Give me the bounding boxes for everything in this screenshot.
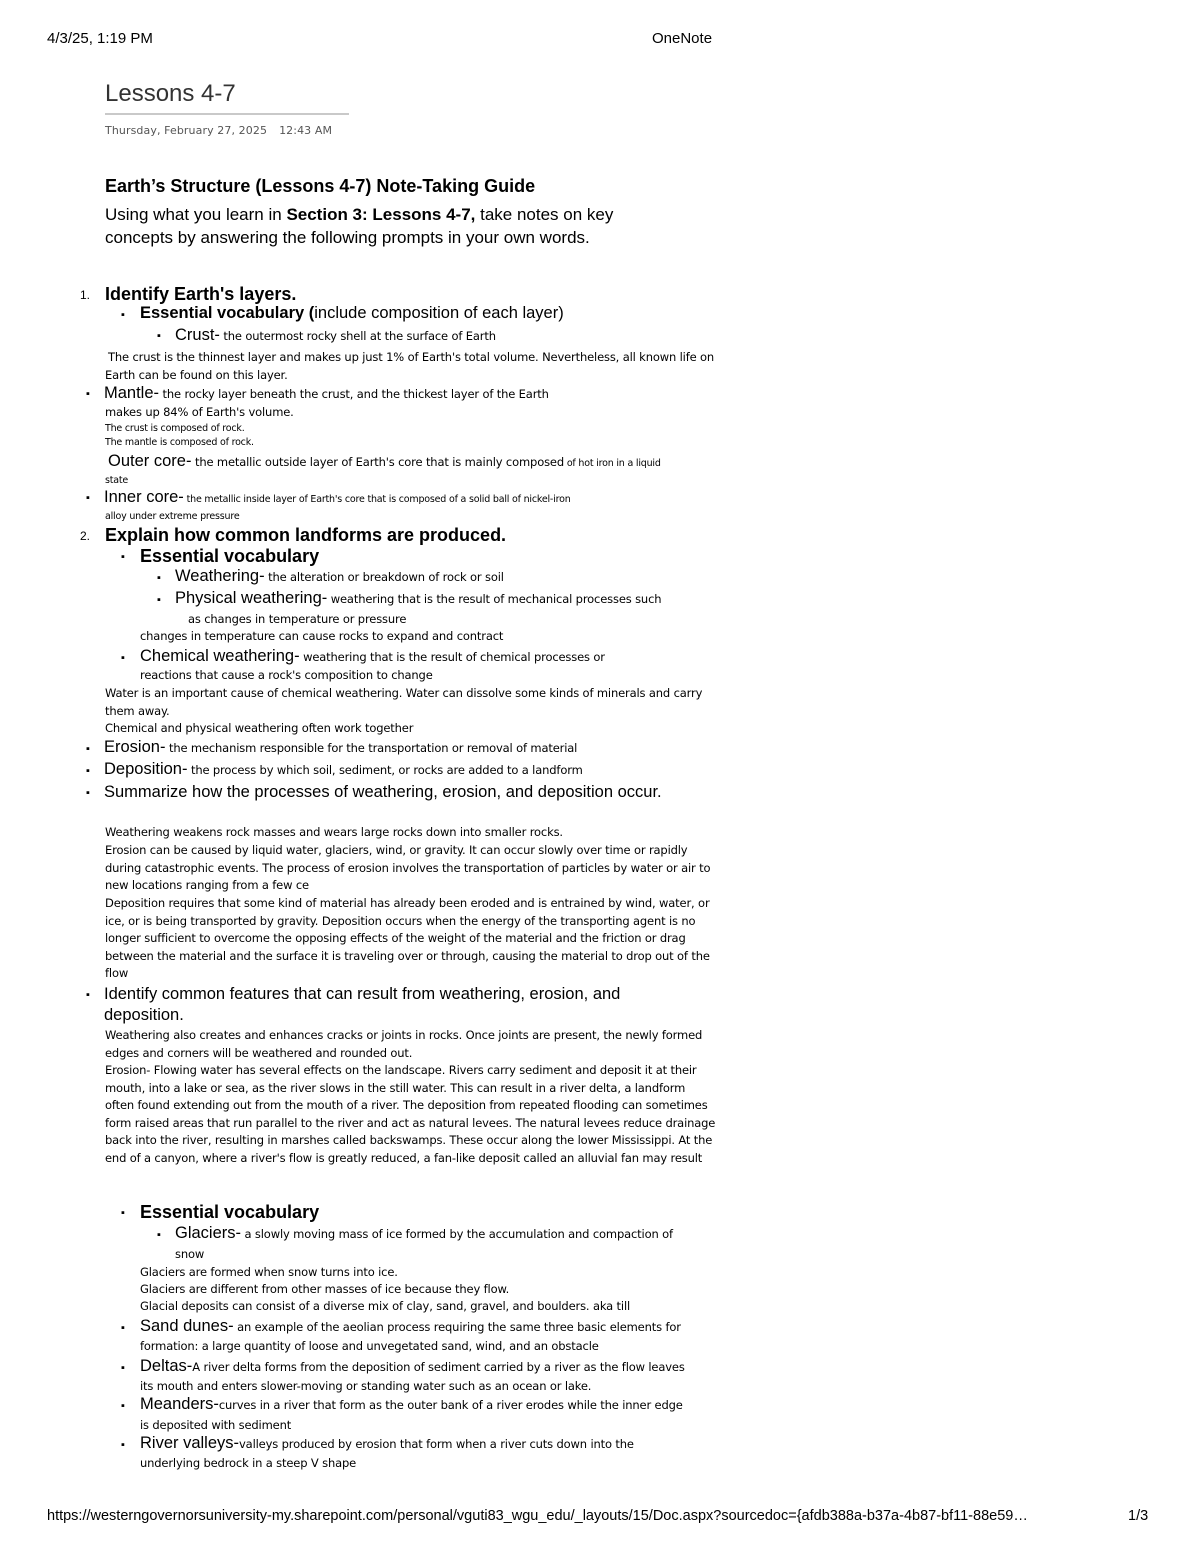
glaciers-note-2: Glaciers are different from other masses of ice because they flow. [140,1282,510,1296]
inner-core-item [104,488,571,507]
bullet-square-icon: ▪ [157,572,161,584]
erosion-item [104,738,577,757]
outer-core-definition-2: of hot iron in a liquid [564,458,661,469]
glaciers-item [175,1224,673,1243]
meanders-definition: curves in a river that form as the outer bank of a river erodes while the inner edge [218,1398,683,1412]
inner-core-definition: the metallic inside layer of Earth's core that is composed of a solid ball of nickel-iron [183,494,571,505]
sand-dunes-term: Sand dunes- [140,1317,234,1335]
physical-weathering-note: changes in temperature can cause rocks to expand and contract [140,629,504,643]
weathering-definition: the alteration or breakdown of rock or soil [264,570,504,584]
weathering-term: Weathering- [175,567,265,585]
inner-core-term: Inner core- [104,488,184,506]
mantle-definition: the rocky layer beneath the crust, and the thickest layer of the Earth [159,387,549,401]
vocab-note: include composition of each layer) [314,304,564,322]
outer-core-item [108,452,661,471]
mantle-item [104,384,549,403]
sand-dunes-definition-2: formation: a large quantity of loose and unvegetated sand, wind, and an obstacle [140,1339,599,1353]
deposition-definition: the process by which soil, sediment, or rocks are added to a landform [187,763,583,777]
chemical-weathering-definition: weathering that is the result of chemical processes or [299,650,605,664]
bullet-square-icon: ▪ [121,1400,125,1412]
bullet-square-icon: ▪ [121,652,125,664]
outer-core-term: Outer core- [108,452,192,470]
crust-item [175,326,496,345]
bullet-square-icon: ▪ [86,989,90,1001]
list-number-1: 1. [80,288,91,302]
glaciers-term: Glaciers- [175,1224,242,1242]
river-valleys-term: River valleys- [140,1434,240,1452]
section1-vocab [140,304,564,323]
physical-weathering-item [175,589,661,608]
guide-intro [105,203,665,249]
deposition-term: Deposition- [104,760,188,778]
bullet-square-icon: ▪ [121,551,125,563]
deltas-item [140,1357,685,1376]
section2-vocab-2: Essential vocabulary [140,1202,320,1222]
bullet-square-icon: ▪ [121,309,125,321]
page-date [105,124,332,137]
river-valleys-definition: valleys produced by erosion that form when a river cuts down into the [239,1437,634,1451]
chemical-weathering-item [140,647,605,666]
erosion-definition: the mechanism responsible for the transportation or removal of material [165,741,578,755]
physical-weathering-term: Physical weathering- [175,589,328,607]
together-note: Chemical and physical weathering often work together [105,721,414,735]
section2-vocab: Essential vocabulary [140,546,320,566]
deltas-definition: A river delta forms from the deposition of sediment carried by a river as the flow leaves [192,1360,685,1374]
weathering-summary: Weathering weakens rock masses and wears large rocks down into smaller rocks. [105,825,563,839]
bullet-square-icon: ▪ [86,492,90,504]
meanders-definition-2: is deposited with sediment [140,1418,292,1432]
meanders-item [140,1395,683,1414]
sand-dunes-definition: an example of the aeolian process requiring the same three basic elements for [233,1320,681,1334]
bullet-square-icon: ▪ [86,743,90,755]
deposition-item [104,760,583,779]
vocab-label: Essential vocabulary ( [140,304,315,322]
page-date-value: Thursday, February 27, 2025 [105,124,268,137]
crust-note: The crust is the thinnest layer and makes up just 1% of Earth's total volume. Nevertheless, all known life on Earth can be found on this layer. [105,350,715,382]
meanders-term: Meanders- [140,1395,219,1413]
print-app-name: OneNote [652,30,713,47]
crust-term: Crust- [175,326,220,344]
sand-dunes-item [140,1317,681,1336]
intro-text-1: Using what you learn in [105,205,287,224]
list-number-2: 2. [80,529,91,543]
glaciers-definition: a slowly moving mass of ice formed by the accumulation and compaction of [241,1227,673,1241]
physical-weathering-definition: weathering that is the result of mechanical processes such [327,592,662,606]
print-url: https://westerngovernorsuniversity-my.sharepoint.com/personal/vguti83_wgu_edu/_layouts/15/Doc.aspx?sourcedoc={afdb388a-b37a-4b87-bf11-88e59… [47,1508,1028,1524]
crust-definition: the outermost rocky shell at the surface of Earth [219,329,496,343]
mantle-composition: The mantle is composed of rock. [105,437,254,448]
features-weathering: Weathering also creates and enhances cracks or joints in rocks. Once joints are present, the newly formed edges and corners will be weathered and rounded out. [105,1028,703,1060]
river-valleys-definition-2: underlying bedrock in a steep V shape [140,1456,357,1470]
print-page-number: 1/3 [1128,1508,1149,1524]
chemical-weathering-term: Chemical weathering- [140,647,300,665]
bullet-square-icon: ▪ [121,1322,125,1334]
river-valleys-item [140,1434,634,1453]
intro-text-2: take notes on key concepts by answering the following prompts in your own words. [105,205,614,247]
deltas-term: Deltas- [140,1357,193,1375]
mantle-note: makes up 84% of Earth's volume. [105,405,294,419]
bullet-square-icon: ▪ [157,330,161,342]
deltas-definition-2: its mouth and enters slower-moving or standing water such as an ocean or lake. [140,1379,592,1393]
glaciers-note-1: Glaciers are formed when snow turns into ice. [140,1265,398,1279]
bullet-square-icon: ▪ [121,1207,125,1219]
features-erosion: Erosion- Flowing water has several effects on the landscape. Rivers carry sediment and deposit it at their mouth, into a lake or sea, as the river slows in the still water. This can result in a river delta, a landform often found extending out from the mouth of a river. The deposition from repeated flooding can sometimes form raised areas that run parallel to the river and act as natural levees. The natural levees reduce drainage back into the river, resulting in marshes called backswamps. These occur along the lower Mississippi. At the end of a canyon, where a river's flow is greatly reduced, a fan-like deposit called an alluvial fan may result [105,1063,716,1165]
crust-composition: The crust is composed of rock. [105,423,245,434]
erosion-summary: Erosion can be caused by liquid water, glaciers, wind, or gravity. It can occur slowly over time or rapidly during catastrophic events. The process of erosion involves the transportation of particles by water or air to new locations ranging from a few ce [105,843,711,893]
title-underline [105,113,349,115]
guide-heading: Earth’s Structure (Lessons 4-7) Note-Taking Guide [105,176,536,196]
water-note: Water is an important cause of chemical weathering. Water can dissolve some kinds of minerals and carry them away. [105,686,703,718]
chemical-weathering-definition-2: reactions that cause a rock's composition to change [140,668,433,682]
bullet-square-icon: ▪ [86,787,90,799]
glaciers-definition-2: snow [175,1247,205,1261]
erosion-term: Erosion- [104,738,166,756]
inner-core-definition-2: alloy under extreme pressure [105,511,240,522]
section1-heading: Identify Earth's layers. [105,284,297,304]
section2-heading: Explain how common landforms are produced. [105,525,507,545]
bullet-square-icon: ▪ [157,594,161,606]
print-timestamp: 4/3/25, 1:19 PM [47,30,153,47]
glaciers-note-3: Glacial deposits can consist of a diverse mix of clay, sand, gravel, and boulders. aka till [140,1299,631,1313]
bullet-square-icon: ▪ [86,765,90,777]
page-time-value: 12:43 AM [279,124,333,137]
weathering-item [175,567,504,586]
intro-text-bold: Section 3: Lessons 4-7, [286,205,476,224]
outer-core-definition-3: state [105,475,129,486]
deposition-summary: Deposition requires that some kind of material has already been eroded and is entrained by wind, water, or ice, or is being transported by gravity. Deposition occurs when the energy of the transporting agent is no longer sufficient to overcome the opposing effects of the weight of the material and the friction or drag between the material and the surface it is traveling over or through, causing the material to drop out of the flow [105,896,710,981]
physical-weathering-definition-2: as changes in temperature or pressure [188,612,407,626]
bullet-square-icon: ▪ [86,388,90,400]
bullet-square-icon: ▪ [121,1362,125,1374]
bullet-square-icon: ▪ [121,1439,125,1451]
bullet-square-icon: ▪ [157,1229,161,1241]
identify-prompt: Identify common features that can result from weathering, erosion, and deposition. [104,985,621,1024]
mantle-term: Mantle- [104,384,160,402]
outer-core-definition: the metallic outside layer of Earth's core that is mainly composed [191,455,564,469]
page-title: Lessons 4-7 [105,80,236,107]
summarize-prompt: Summarize how the processes of weathering, erosion, and deposition occur. [104,783,662,801]
